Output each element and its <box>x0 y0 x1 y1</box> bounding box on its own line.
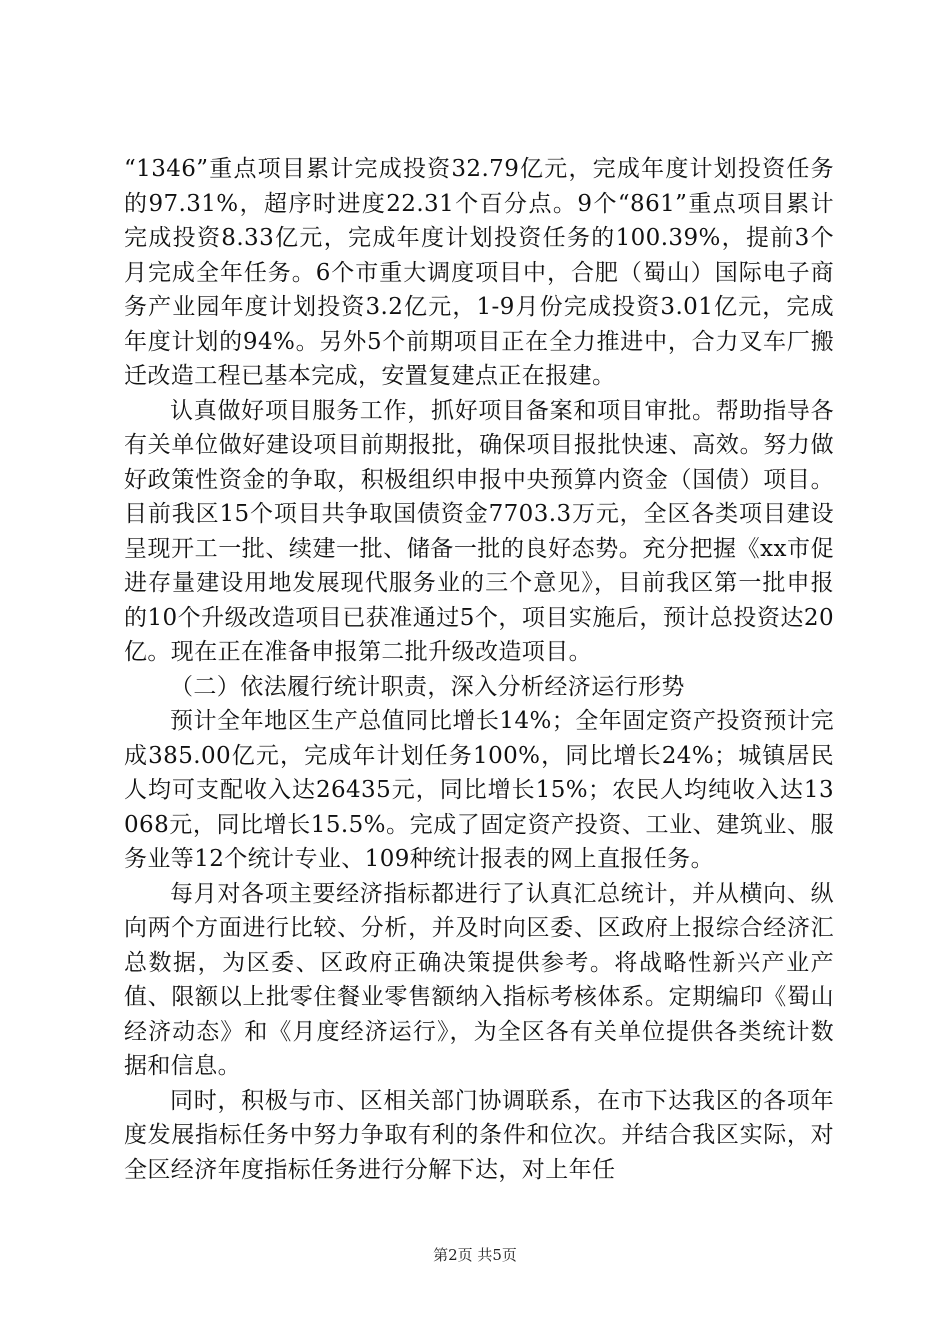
paragraph-coordination: 同时，积极与市、区相关部门协调联系，在市下达我区的各项年度发展指标任务中努力争取有利的条件和位次。并结合我区实际，对全区经济年度指标任务进行分解下达，对上年任 <box>124 1087 834 1183</box>
paragraph-monthly-statistics: 每月对各项主要经济指标都进行了认真汇总统计，并从横向、纵向两个方面进行比较、分析，并及时向区委、区政府上报综合经济汇总数据，为区委、区政府正确决策提供参考。将战略性新兴产业产值、限额以上批零住餐业零售额纳入指标考核体系。定期编印《蜀山经济动态》和《月度经济运行》，为全区各有关单位提供各类统计数据和信息。 <box>124 880 834 1079</box>
paragraph-annual-forecast: 预计全年地区生产总值同比增长14%；全年固定资产投资预计完成385.00亿元，完成年计划任务100%，同比增长24%；城镇居民人均可支配收入达26435元，同比增长15%；农民人均纯收入达13068元，同比增长15.5%。完成了固定资产投资、工业、建筑业、服务业等12个统计专业、109种统计报表的网上直报任务。 <box>124 708 834 872</box>
page-number-footer: 第2页 共5页 <box>433 1246 517 1264</box>
paragraph-project-investment: “1346”重点项目累计完成投资32.79亿元，完成年度计划投资任务的97.31%，超序时进度22.31个百分点。9个“861”重点项目累计完成投资8.33亿元，完成年度计划投资任务的100.39%，提前3个月完成全年任务。6个市重大调度项目中，合肥（蜀山）国际电子商务产业园年度计划投资3.2亿元，1-9月份完成投资3.01亿元，完成年度计划的94%。另外5个前期项目正在全力推进中，合力叉车厂搬迁改造工程已基本完成，安置复建点正在报建。 <box>124 156 834 389</box>
document-body <box>124 152 834 1187</box>
section-heading-statistics: （二）依法履行统计职责，深入分析经济运行形势 <box>170 673 685 700</box>
paragraph-project-services: 认真做好项目服务工作，抓好项目备案和项目审批。帮助指导各有关单位做好建设项目前期报批，确保项目报批快速、高效。努力做好政策性资金的争取，积极组织申报中央预算内资金（国债）项目。目前我区15个项目共争取国债资金7703.3万元，全区各类项目建设呈现开工一批、续建一批、储备一批的良好态势。充分把握《xx市促进存量建设用地发展现代服务业的三个意见》，目前我区第一批申报的10个升级改造项目已获准通过5个，项目实施后，预计总投资达20亿。现在正在准备申报第二批升级改造项目。 <box>124 397 834 665</box>
